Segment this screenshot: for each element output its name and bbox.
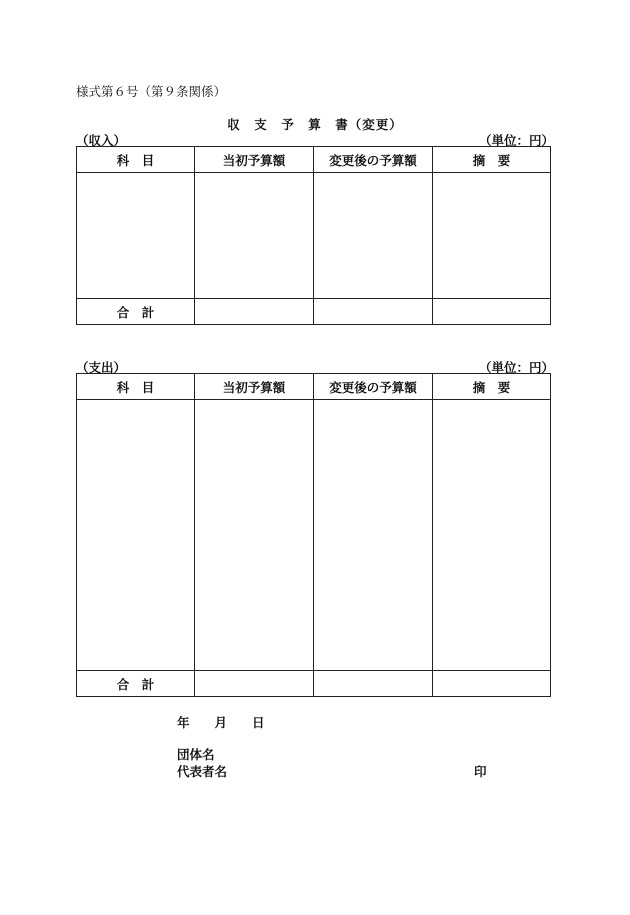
expense-unit: （単位：円） — [478, 360, 554, 375]
seal-mark: 印 — [474, 764, 487, 779]
expense-cell-item[interactable] — [77, 400, 195, 671]
expense-col-initial: 当初予算額 — [195, 374, 314, 400]
expense-table — [76, 373, 551, 697]
organization-name-label: 団体名 — [177, 747, 215, 762]
representative-label: 代表者名 — [177, 764, 228, 779]
expense-header-row — [77, 374, 551, 400]
expense-col-item: 科 目 — [77, 374, 195, 400]
income-cell-revised[interactable] — [314, 173, 433, 299]
income-total-initial[interactable] — [195, 299, 314, 325]
income-cell-item[interactable] — [77, 173, 195, 299]
income-unit: （単位：円） — [478, 133, 554, 148]
document-title: 収 支 予 算 書（変更） — [227, 117, 403, 132]
expense-total-label: 合 計 — [77, 671, 195, 697]
income-total-revised[interactable] — [314, 299, 433, 325]
form-number: 様式第６号（第９条関係） — [76, 84, 227, 99]
expense-total-revised[interactable] — [314, 671, 433, 697]
expense-body-row — [77, 400, 551, 671]
expense-cell-revised[interactable] — [314, 400, 433, 671]
income-total-row — [77, 299, 551, 325]
income-total-label: 合 計 — [77, 299, 195, 325]
signature-date[interactable]: 年 月 日 — [177, 715, 265, 730]
income-col-revised: 変更後の予算額 — [314, 147, 433, 173]
income-col-item: 科 目 — [77, 147, 195, 173]
income-cell-remarks[interactable] — [433, 173, 551, 299]
expense-total-initial[interactable] — [195, 671, 314, 697]
income-table — [76, 146, 551, 325]
expense-col-remarks: 摘 要 — [433, 374, 551, 400]
income-header-row — [77, 147, 551, 173]
income-col-remarks: 摘 要 — [433, 147, 551, 173]
expense-total-remarks[interactable] — [433, 671, 551, 697]
income-body-row — [77, 173, 551, 299]
income-total-remarks[interactable] — [433, 299, 551, 325]
expense-label: （支出） — [76, 360, 127, 375]
income-col-initial: 当初予算額 — [195, 147, 314, 173]
income-label: （収入） — [76, 133, 127, 148]
income-cell-initial[interactable] — [195, 173, 314, 299]
expense-cell-initial[interactable] — [195, 400, 314, 671]
expense-total-row — [77, 671, 551, 697]
expense-col-revised: 変更後の予算額 — [314, 374, 433, 400]
expense-cell-remarks[interactable] — [433, 400, 551, 671]
